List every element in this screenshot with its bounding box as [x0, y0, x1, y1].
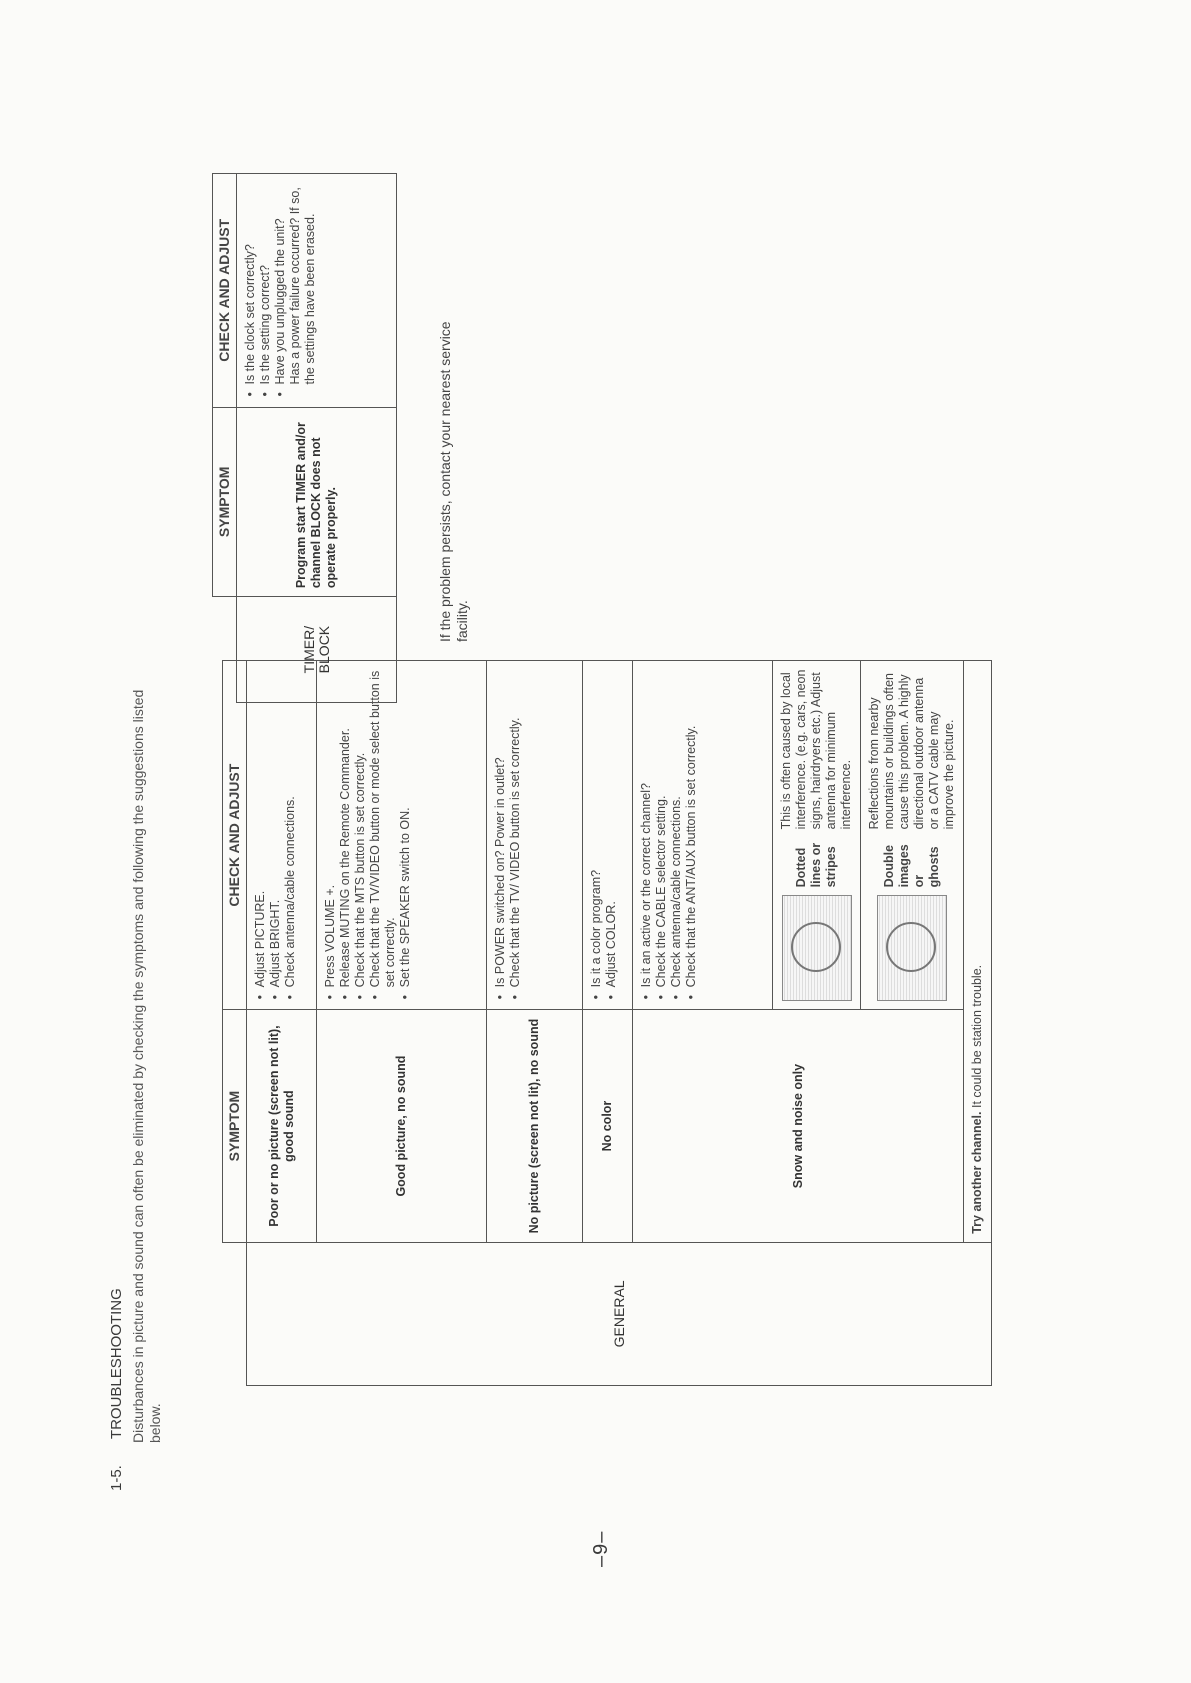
table-row [247, 661, 317, 1386]
list-item: • Release MUTING on the Remote Commander. [338, 669, 353, 987]
list-item: • Check that the MTS button is set correctly. [353, 669, 368, 987]
category-general: GENERAL [247, 1242, 992, 1385]
list-item: • Adjust COLOR. [604, 669, 619, 987]
list-item: • Check antenna/cable connections. [669, 669, 684, 987]
check-cell [633, 661, 773, 1010]
check-cell [773, 661, 861, 1010]
list-item: • Adjust BRIGHT. [268, 669, 283, 987]
troubleshooting-table-general [222, 660, 992, 1386]
page-number: –9– [590, 1530, 612, 1567]
intro-text: Disturbances in picture and sound can often be eliminated by checking the symptoms and following the suggestions listed below. [130, 689, 163, 1443]
symptom-cell: Program start TIMER and/or channel BLOCK does not operate properly. [237, 407, 397, 597]
check-cell [247, 661, 317, 1010]
section-number: 1-5. [108, 1465, 125, 1491]
list-item: • Check the CABLE selector setting. [654, 669, 669, 987]
symptom-subitem: Dotted lines or stripes [794, 842, 838, 888]
list-item: • Is it a color program? [589, 669, 604, 987]
ghost-images-image [877, 895, 947, 1001]
category-timer-block: TIMER/ BLOCK [237, 597, 397, 703]
footnote: If the problem persists, contact your nearest service facility. [437, 321, 470, 642]
header-check-adjust: CHECK AND ADJUST [213, 174, 237, 408]
footer-cell [964, 661, 992, 1243]
table-header-row [213, 174, 237, 703]
list-item: • Is it an active or the correct channel? [639, 669, 654, 987]
footer-text: It could be station trouble. [970, 964, 984, 1112]
header-symptom: SYMPTOM [213, 407, 237, 597]
table-row [237, 174, 397, 703]
header-check-adjust: CHECK AND ADJUST [223, 661, 247, 1010]
check-cell [317, 661, 487, 1010]
list-item: • Press VOLUME +. [323, 669, 338, 987]
section-title: TROUBLESHOOTING [108, 1288, 125, 1440]
section-heading [108, 1288, 125, 1491]
check-cell [237, 174, 397, 408]
symptom-cell: No color [583, 1010, 633, 1242]
list-item: • Check that the TV/VIDEO button or mode select button is set correctly. [368, 669, 398, 987]
check-cell [583, 661, 633, 1010]
dotted-lines-image [782, 895, 852, 1001]
list-item: • Check antenna/cable connections. [283, 669, 298, 987]
list-item: • Adjust PICTURE. [253, 669, 268, 987]
troubleshooting-table-timer [212, 173, 397, 703]
symptom-cell: Poor or no picture (screen not lit), good sound [247, 1010, 317, 1242]
symptom-cell: Good picture, no sound [317, 1010, 487, 1242]
footer-bold: Try another channel. [970, 1111, 984, 1234]
symptom-cell: No picture (screen not lit), no sound [487, 1010, 583, 1242]
list-item: • Check that the ANT/AUX button is set correctly. [684, 669, 699, 987]
list-item: • Is the setting correct? [258, 182, 273, 385]
list-item: • Set the SPEAKER switch to ON. [398, 669, 413, 987]
list-item: • Is POWER switched on? Power in outlet? [493, 669, 508, 987]
header-symptom: SYMPTOM [223, 1010, 247, 1242]
list-item: • Is the clock set correctly? [243, 182, 258, 385]
check-text: This is often caused by local interference. (e.g. cars, neon signs, hairdryers etc.) Adjust antenna for minimum interference. [779, 669, 853, 830]
check-extra: Has a power failure occurred? If so, the settings have been erased. [288, 187, 317, 385]
list-item: • Have you unplugged the unit? [273, 182, 288, 385]
check-cell [487, 661, 583, 1010]
symptom-cell: Snow and noise only [633, 1010, 964, 1242]
check-text: Reflections from nearby mountains or buildings often cause this problem. A highly directional outdoor antenna or a CATV cable may improve the picture. [867, 672, 956, 830]
table-header-row [223, 661, 247, 1386]
list-item: • Check that the TV/ VIDEO button is set correctly. [508, 669, 523, 987]
check-cell [861, 661, 964, 1010]
symptom-subitem: Double images or ghosts [882, 844, 941, 888]
